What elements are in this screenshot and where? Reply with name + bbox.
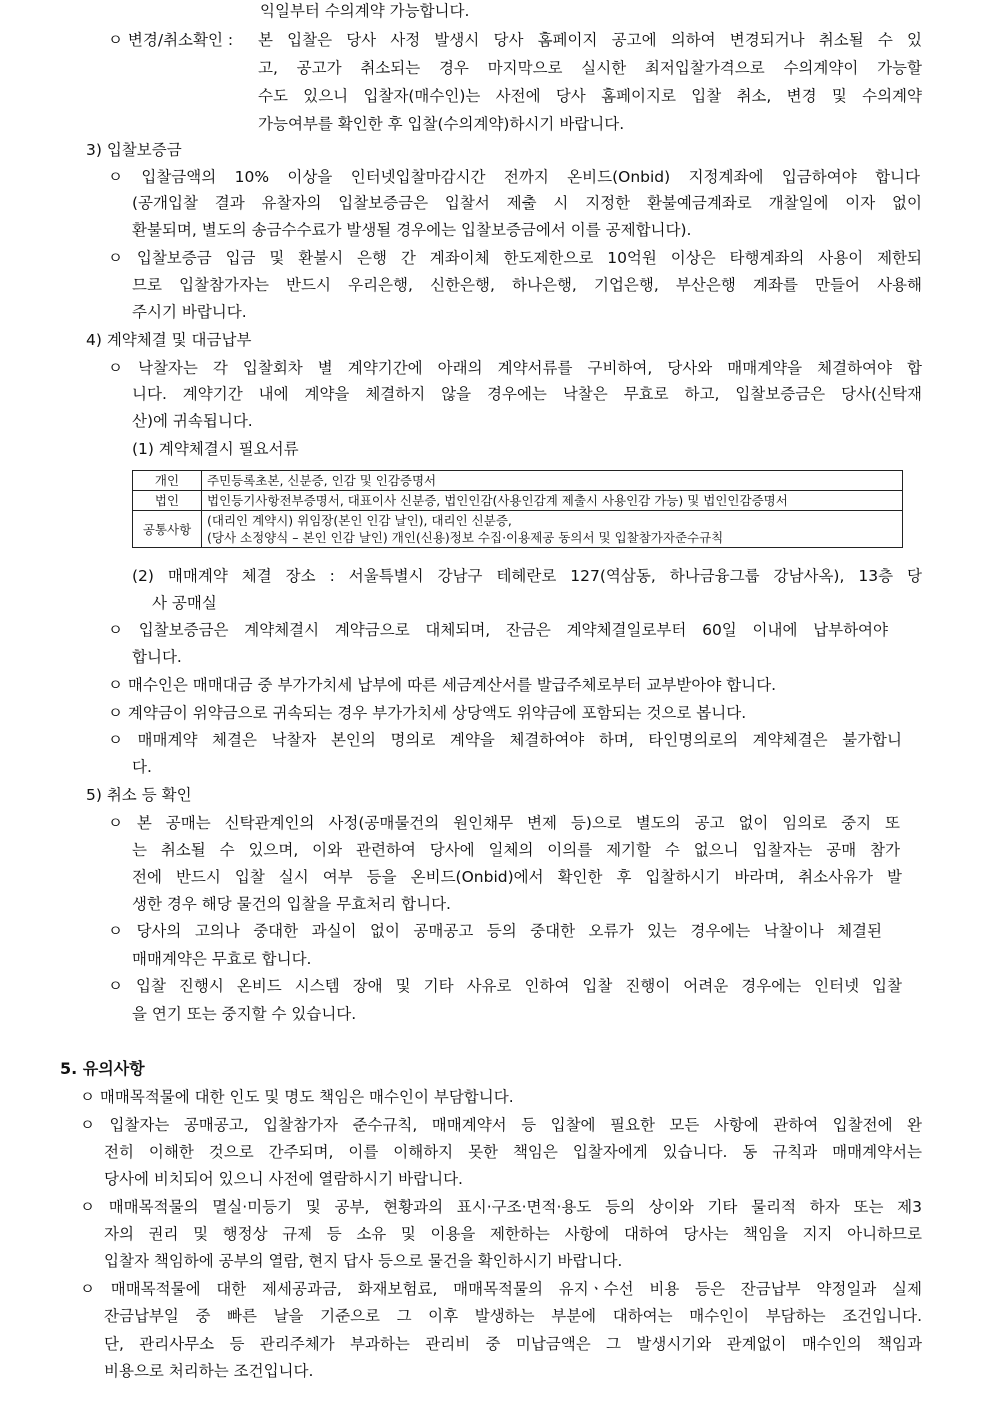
section-title: 5. 유의사항 <box>60 1059 145 1078</box>
text-line: 비용으로 처리하는 조건입니다. <box>104 1362 314 1380</box>
contract-documents-table <box>132 470 903 548</box>
text-line: 합니다. <box>132 648 182 666</box>
text-line: ㅇ 입찰보증금은 계약체결시 계약금으로 대체되며, 잔금은 계약체결일로부터 60일 이내에 납부하여야 <box>108 621 888 639</box>
row-value: 주민등록초본, 신분증, 인감 및 인감증명서 <box>202 471 903 491</box>
table-row <box>133 491 903 511</box>
text-line: ㅇ 매매계약 체결은 낙찰자 본인의 명의로 계약을 체결하여야 하며, 타인명의로의 계약체결은 불가합니 <box>108 731 902 749</box>
text-line: 주시기 바랍니다. <box>132 303 247 321</box>
subsection-heading: (1) 계약체결시 필요서류 <box>132 440 299 458</box>
text-line: 자의 권리 및 행정상 규제 등 소유 및 이용을 제한하는 사항에 대하여 당사는 책임을 지지 아니하므로 <box>104 1225 922 1243</box>
section-heading: 5) 취소 등 확인 <box>86 786 192 804</box>
text-line: 사 공매실 <box>152 594 217 612</box>
row-label: 법인 <box>133 491 202 511</box>
text-line: ㅇ 변경/취소확인 : <box>108 31 234 49</box>
row-value-line: (대리인 계약시) 위임장(본인 인감 날인), 대리인 신분증, <box>207 513 512 528</box>
text-line: 수도 있으니 입찰자(매수인)는 사전에 당사 홈페이지로 입찰 취소, 변경 및 수의계약 <box>258 87 922 105</box>
text-line: 익일부터 수의계약 가능합니다. <box>260 2 470 20</box>
text-line: 가능여부를 확인한 후 입찰(수의계약)하시기 바랍니다. <box>258 115 625 133</box>
section-heading: 4) 계약체결 및 대금납부 <box>86 331 252 349</box>
text-line: 을 연기 또는 중지할 수 있습니다. <box>132 1005 357 1023</box>
text-line: 매매계약은 무효로 합니다. <box>132 950 312 968</box>
text-line: 전히 이해한 것으로 간주되며, 이를 이해하지 못한 책임은 입찰자에게 있습니다. 동 규칙과 매매계약서는 <box>104 1143 922 1161</box>
text-line: ㅇ 입찰자는 공매공고, 입찰참가자 준수규칙, 매매계약서 등 입찰에 필요한 모든 사항에 관하여 입찰전에 완 <box>80 1116 922 1134</box>
text-line: 고, 공고가 취소되는 경우 마지막으로 실시한 최저입찰가격으로 수의계약이 가능할 <box>258 59 922 77</box>
text-line: ㅇ 입찰보증금 입금 및 환불시 은행 간 계좌이체 한도제한으로 10억원 이상은 타행계좌의 사용이 제한되 <box>108 249 922 267</box>
text-line: (2) 매매계약 체결 장소 : 서울특별시 강남구 테헤란로 127(역삼동, 하나금융그룹 강남사옥), 13층 당 <box>132 567 922 585</box>
table-row <box>133 471 903 491</box>
text-line: 다. <box>132 758 152 776</box>
text-line: (공개입찰 결과 유찰자의 입찰보증금은 입찰서 제출 시 지정한 환불예금계좌로 개찰일에 이자 없이 <box>132 194 922 212</box>
text-line: ㅇ 당사의 고의나 중대한 과실이 없이 공매공고 등의 중대한 오류가 있는 경우에는 낙찰이나 체결된 <box>108 922 882 940</box>
text-line: ㅇ 낙찰자는 각 입찰회차 별 계약기간에 아래의 계약서류를 구비하여, 당사와 매매계약을 체결하여야 합 <box>108 359 922 377</box>
row-value <box>202 511 903 548</box>
text-line: 므로 입찰참가자는 반드시 우리은행, 신한은행, 하나은행, 기업은행, 부산은행 계좌를 만들어 사용해 <box>132 276 922 294</box>
text-line: ㅇ 매매목적물에 대한 제세공과금, 화재보험료, 매매목적물의 유지ㆍ수선 비용 등은 잔금납부 약정일과 실제 <box>80 1280 922 1298</box>
text-line: ㅇ 본 공매는 신탁관계인의 사정(공매물건의 원인채무 변제 등)으로 별도의 공고 없이 임의로 중지 또 <box>108 814 900 832</box>
section-heading: 3) 입찰보증금 <box>86 141 182 159</box>
text-line: ㅇ 매수인은 매매대금 중 부가가치세 납부에 따른 세금계산서를 발급주체로부터 교부받아야 합니다. <box>108 676 777 694</box>
text-line: 환불되며, 별도의 송금수수료가 발생될 경우에는 입찰보증금에서 이를 공제합니다). <box>132 221 692 239</box>
text-line: ㅇ 입찰금액의 10% 이상을 인터넷입찰마감시간 전까지 온비드(Onbid) 지정계좌에 입금하여야 합니다 <box>108 168 920 186</box>
row-label: 개인 <box>133 471 202 491</box>
text-line: ㅇ 입찰 진행시 온비드 시스템 장애 및 기타 사유로 인하여 입찰 진행이 어려운 경우에는 인터넷 입찰 <box>108 977 902 995</box>
text-line: 잔금납부일 중 빠른 날을 기준으로 그 이후 발생하는 부분에 대하여는 매수인이 부담하는 조건입니다. <box>104 1307 922 1325</box>
table-row <box>133 511 903 548</box>
text-line: 생한 경우 해당 물건의 입찰을 무효처리 합니다. <box>132 895 451 913</box>
text-line: 는 취소될 수 있으며, 이와 관련하여 당사에 일체의 이의를 제기할 수 없으니 입찰자는 공매 참가 <box>132 841 900 859</box>
text-line: 전에 반드시 입찰 실시 여부 등을 온비드(Onbid)에서 확인한 후 입찰하시기 바라며, 취소사유가 발 <box>132 868 902 886</box>
text-line: ㅇ 매매목적물의 멸실·미등기 및 공부, 현황과의 표시·구조·면적·용도 등의 상이와 기타 물리적 하자 또는 제3 <box>80 1198 922 1216</box>
text-line: 단, 관리사무소 등 관리주체가 부과하는 관리비 중 미납금액은 그 발생시기와 관계없이 매수인의 책임과 <box>104 1335 922 1353</box>
row-value-line: (당사 소정양식 – 본인 인감 날인) 개인(신용)정보 수집·이용제공 동의서 및 입찰참가자준수규칙 <box>207 530 724 545</box>
text-line: 니다. 계약기간 내에 계약을 체결하지 않을 경우에는 낙찰은 무효로 하고, 입찰보증금은 당사(신탁재 <box>132 385 922 403</box>
text-line: 본 입찰은 당사 사정 발생시 당사 홈페이지 공고에 의하여 변경되거나 취소될 수 있 <box>258 31 922 49</box>
text-line: 입찰자 책임하에 공부의 열람, 현지 답사 등으로 물건을 확인하시기 바랍니다. <box>104 1252 623 1270</box>
text-line: 산)에 귀속됩니다. <box>132 412 253 430</box>
text-line: 당사에 비치되어 있으니 사전에 열람하시기 바랍니다. <box>104 1170 463 1188</box>
text-line: ㅇ 매매목적물에 대한 인도 및 명도 책임은 매수인이 부담합니다. <box>80 1088 514 1106</box>
row-label: 공통사항 <box>133 511 202 548</box>
row-value: 법인등기사항전부증명서, 대표이사 신분증, 법인인감(사용인감계 제출시 사용인감 가능) 및 법인인감증명서 <box>202 491 903 511</box>
text-line: ㅇ 계약금이 위약금으로 귀속되는 경우 부가가치세 상당액도 위약금에 포함되는 것으로 봅니다. <box>108 704 747 722</box>
